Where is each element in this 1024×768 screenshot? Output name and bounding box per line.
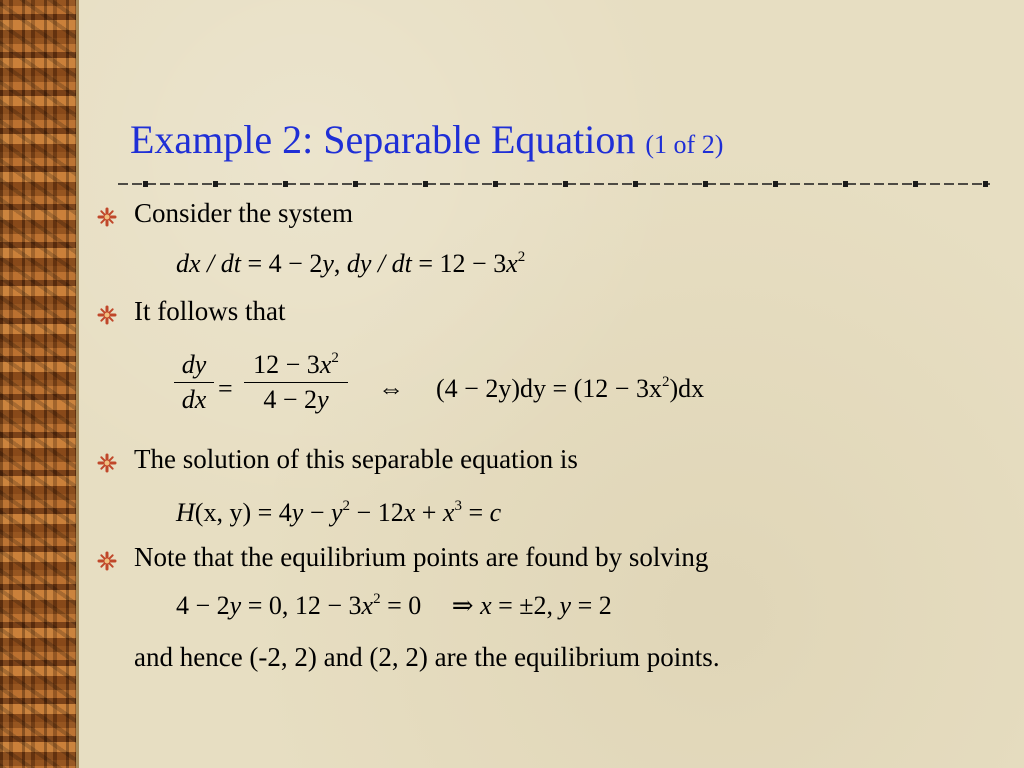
asterisk-bullet-icon	[96, 206, 118, 228]
eq-var-y: y	[322, 249, 334, 278]
sol-mid: − 12	[350, 498, 404, 527]
sol-args: (x, y) = 4	[194, 498, 292, 527]
eq-part: = 4 − 2	[247, 249, 323, 278]
dashed-divider	[118, 178, 990, 190]
strip-edge	[76, 0, 79, 768]
sol-exp: 2	[342, 498, 351, 514]
sol-exp: 3	[454, 498, 462, 514]
equation-solution	[176, 498, 501, 528]
slide-title	[130, 116, 723, 163]
num-var-x: x	[319, 350, 332, 379]
title-subtitle: (1 of 2)	[645, 130, 724, 159]
separated-right: )dx	[669, 374, 705, 403]
eqm-x: x	[361, 591, 374, 620]
equation-separated	[436, 374, 704, 404]
fraction-denominator	[244, 385, 348, 415]
eq-dydt: dy / dt	[346, 249, 412, 278]
separated-exp: 2	[661, 374, 670, 390]
equation-system	[176, 249, 525, 279]
fraction-numerator	[244, 350, 348, 380]
eq-part: = 12 − 3	[411, 249, 507, 278]
eq-exp: 2	[517, 249, 526, 265]
sol-y: y	[330, 498, 343, 527]
eqm-part: = 0, 12 − 3	[241, 591, 362, 620]
sol-y: y	[291, 498, 304, 527]
bullet-note: Note that the equilibrium points are found by solving	[134, 542, 709, 572]
iff-symbol: ⇔	[378, 374, 404, 403]
conclusion-text: and hence (-2, 2) and (2, 2) are the equilibrium points.	[134, 642, 720, 672]
sol-x: x	[442, 498, 455, 527]
separated-left: (4 − 2y)dy = (12 − 3x	[436, 374, 662, 403]
sol-plus: +	[415, 498, 443, 527]
sol-c: c	[489, 498, 502, 527]
sol-H: H	[176, 498, 195, 527]
num-exp: 2	[331, 350, 339, 366]
fraction-rhs	[244, 350, 348, 415]
equation-equilibrium	[176, 591, 612, 621]
eqm-part: = ±2,	[491, 591, 560, 620]
eqm-part: 4 − 2	[176, 591, 230, 620]
title-main: Example 2: Separable Equation	[130, 117, 636, 162]
den-var-y: y	[317, 385, 329, 414]
eqm-part: = 0	[380, 591, 422, 620]
eqm-x: x	[480, 591, 492, 620]
sol-minus: −	[303, 498, 331, 527]
eqm-y: y	[229, 591, 242, 620]
fraction-numerator: dy	[181, 350, 207, 379]
eq-dxdt: dx / dt	[176, 249, 241, 278]
fraction-bar	[174, 382, 214, 383]
eqm-exp: 2	[373, 591, 381, 607]
asterisk-bullet-icon	[96, 550, 118, 572]
bullet-consider: Consider the system	[134, 198, 353, 228]
bullet-solution: The solution of this separable equation is	[134, 444, 578, 474]
equals-sign: =	[218, 374, 233, 403]
bullet-follows: It follows that	[134, 296, 286, 326]
decorative-texture-strip	[0, 0, 76, 768]
asterisk-bullet-icon	[96, 304, 118, 326]
fraction-bar	[244, 382, 348, 383]
den-part: 4 − 2	[263, 385, 318, 414]
sol-eq: =	[461, 498, 490, 527]
eq-var-x: x	[506, 249, 518, 278]
implies-symbol: ⇒	[451, 591, 474, 620]
asterisk-bullet-icon	[96, 452, 118, 474]
fraction-denominator: dx	[181, 385, 207, 414]
eqm-y: y	[559, 591, 572, 620]
fraction-dy-dx	[174, 350, 214, 415]
eqm-part: = 2	[571, 591, 612, 620]
num-part: 12 − 3	[253, 350, 320, 379]
eq-comma: ,	[333, 249, 347, 278]
sol-x: x	[403, 498, 416, 527]
